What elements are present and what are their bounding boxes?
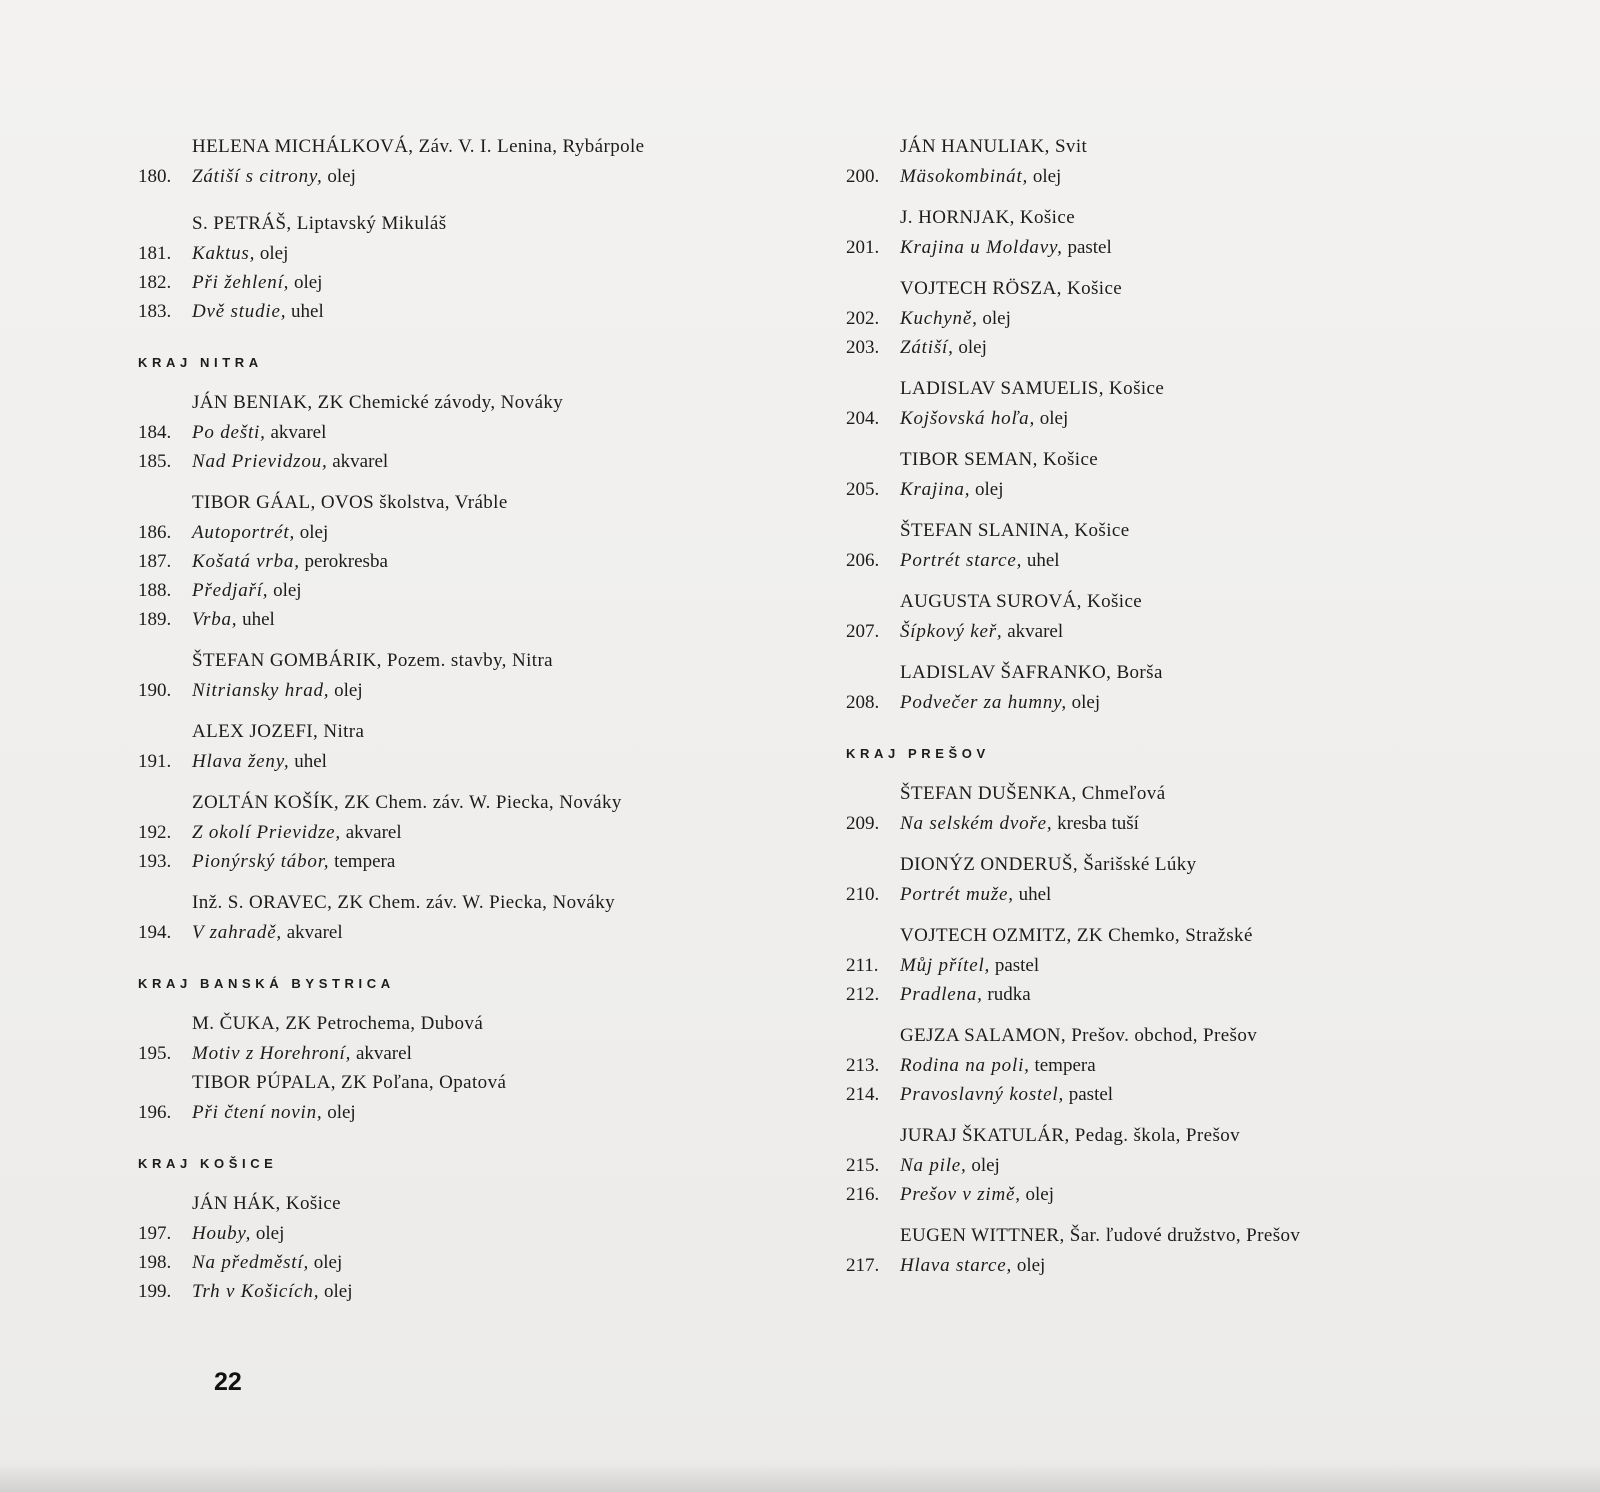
artwork-entry [846,162,1486,191]
artwork-entry [138,447,778,476]
artwork-number: 213. [846,1055,880,1076]
artwork-number: 185. [138,451,172,472]
artwork-entry [138,518,778,547]
artwork-number: 194. [138,922,172,943]
artwork-medium: uhel [242,609,275,630]
artwork-title: Hlava ženy, [192,751,290,772]
artist-name: JÁN HANULIAK, Svit [900,136,1088,157]
artwork-entry [138,847,778,876]
artwork-title: Krajina u Moldavy, [900,237,1063,258]
artist-name: TIBOR PÚPALA, ZK Poľana, Opatová [192,1072,507,1093]
artwork-medium: uhel [294,751,327,772]
artwork-medium: olej [975,479,1004,500]
artist-name: JURAJ ŠKATULÁR, Pedag. škola, Prešov [900,1125,1241,1146]
artwork-title: Pradlena, [900,984,983,1005]
artwork-medium: olej [299,522,329,543]
artwork-title: Zátiší s citrony, [192,166,323,187]
artwork-medium: perokresba [304,551,388,572]
artwork-entry [846,1251,1486,1280]
artwork-number: 183. [138,301,172,322]
artwork-entry [846,333,1486,362]
artist-name: TIBOR GÁAL, OVOS školstva, Vráble [192,492,508,513]
artwork-number: 206. [846,550,880,571]
artwork-number: 190. [138,680,172,701]
artist-name: TIBOR SEMAN, Košice [900,449,1099,470]
artwork-title: Při žehlení, [192,272,290,293]
region-heading-nitra: KRAJ NITRA [138,355,263,370]
artwork-number: 204. [846,408,880,429]
artwork-number: 211. [846,955,879,976]
artwork-title: Portrét muže, [900,884,1014,905]
artwork-title: Předjaří, [192,580,269,601]
artwork-number: 202. [846,308,880,329]
artwork-number: 217. [846,1255,880,1276]
artwork-medium: olej [273,580,302,601]
artwork-medium: olej [327,166,356,187]
artwork-medium: rudka [987,984,1031,1005]
artwork-number: 198. [138,1252,172,1273]
artist-name: EUGEN WITTNER, Šar. ľudové družstvo, Prešov [900,1225,1301,1246]
artwork-entry [846,951,1486,980]
artist-name: LADISLAV ŠAFRANKO, Borša [900,662,1163,683]
artwork-medium: akvarel [355,1043,412,1064]
artist-name: DIONÝZ ONDERUŠ, Šarišské Lúky [900,854,1197,875]
artwork-title: Motiv z Horehroní, [192,1043,352,1064]
artwork-number: 201. [846,237,880,258]
artwork-entry [138,818,778,847]
artwork-medium: olej [293,272,323,293]
artwork-entry [846,404,1486,433]
artwork-entry [138,605,778,634]
page-number: 22 [214,1368,242,1396]
artwork-number: 207. [846,621,880,642]
artwork-entry [846,880,1486,909]
artwork-number: 181. [138,243,172,264]
artwork-entry [138,239,778,268]
artwork-title: Portrét starce, [900,550,1023,571]
region-heading-presov: KRAJ PREŠOV [846,746,990,761]
artwork-medium: uhel [1018,884,1052,905]
artwork-title: Prešov v zimě, [900,1184,1021,1205]
artwork-number: 215. [846,1155,880,1176]
artwork-entry [846,475,1486,504]
artwork-number: 187. [138,551,172,572]
artwork-number: 200. [846,166,880,187]
artwork-medium: uhel [291,301,324,322]
artwork-entry [846,304,1486,333]
artwork-medium: olej [1032,166,1062,187]
artwork-entry [138,162,778,191]
artwork-entry [846,980,1486,1009]
artwork-title: Pionýrský tábor, [192,851,330,872]
artwork-number: 205. [846,479,880,500]
page-bottom-edge [0,1462,1600,1492]
artwork-title: Na selském dvoře, [900,813,1053,834]
artwork-medium: olej [1016,1255,1046,1276]
artwork-title: Kaktus, [192,243,256,264]
artist-name: JÁN HÁK, Košice [192,1193,342,1214]
artwork-medium: akvarel [332,451,389,472]
artwork-title: Při čtení novin, [192,1102,323,1123]
artwork-title: Mäsokombinát, [900,166,1029,187]
artwork-entry [138,1039,778,1068]
artwork-entry [846,546,1486,575]
artwork-number: 184. [138,422,172,443]
artwork-medium: tempera [334,851,396,872]
artwork-title: Hlava starce, [900,1255,1013,1276]
artist-name: VOJTECH OZMITZ, ZK Chemko, Stražské [900,925,1253,946]
artwork-medium: olej [1071,692,1101,713]
artwork-number: 180. [138,166,172,187]
artist-name: GEJZA SALAMON, Prešov. obchod, Prešov [900,1025,1258,1046]
artwork-medium: olej [327,1102,356,1123]
artwork-title: Houby, [192,1223,252,1244]
artist-name: ŠTEFAN GOMBÁRIK, Pozem. stavby, Nitra [192,650,554,671]
artwork-entry [138,676,778,705]
artist-name: LADISLAV SAMUELIS, Košice [900,378,1165,399]
artist-name: M. ČUKA, ZK Petrochema, Dubová [192,1013,484,1034]
artwork-title: Po dešti, [192,422,266,443]
artwork-title: Pravoslavný kostel, [900,1084,1064,1105]
artwork-medium: olej [324,1281,353,1302]
artwork-title: Na pile, [900,1155,967,1176]
artwork-title: Vrba, [192,609,238,630]
artist-name: Inž. S. ORAVEC, ZK Chem. záv. W. Piecka, Nováky [192,892,616,913]
artwork-medium: pastel [1067,237,1112,258]
artwork-title: Šípkový keř, [900,621,1003,642]
left-column [138,132,778,1306]
artwork-medium: akvarel [286,922,343,943]
artwork-entry [138,576,778,605]
artwork-title: Na předměstí, [192,1252,310,1273]
artwork-number: 216. [846,1184,880,1205]
region-heading-banska-bystrica: KRAJ BANSKÁ BYSTRICA [138,976,395,991]
artwork-number: 193. [138,851,172,872]
artwork-medium: olej [259,243,289,264]
artwork-number: 203. [846,337,880,358]
artwork-entry [138,747,778,776]
artwork-title: Nitriansky hrad, [192,680,330,701]
artwork-medium: olej [255,1223,285,1244]
artwork-medium: olej [971,1155,1000,1176]
artwork-number: 186. [138,522,172,543]
artwork-title: Krajina, [900,479,971,500]
artwork-entry [846,688,1486,717]
artwork-entry [138,268,778,297]
artwork-medium: akvarel [1007,621,1064,642]
artwork-title: Z okolí Prievidze, [192,822,341,843]
artwork-number: 197. [138,1223,172,1244]
artwork-title: Zátiší, [900,337,954,358]
artwork-medium: olej [982,308,1011,329]
region-heading-kosice: KRAJ KOŠICE [138,1156,278,1171]
artwork-medium: olej [334,680,363,701]
artwork-entry [846,1151,1486,1180]
artwork-entry [138,1248,778,1277]
artist-name: ALEX JOZEFI, Nitra [192,721,365,742]
artwork-number: 210. [846,884,880,905]
artwork-title: Kuchyně, [900,308,978,329]
artwork-medium: akvarel [345,822,402,843]
artwork-title: Podvečer za humny, [900,692,1067,713]
right-column [846,132,1486,1280]
artwork-medium: olej [1025,1184,1055,1205]
artwork-entry [138,918,778,947]
artist-name: ŠTEFAN DUŠENKA, Chmeľová [900,783,1166,804]
artwork-entry [138,418,778,447]
artwork-entry [138,1277,778,1306]
artwork-medium: olej [1039,408,1069,429]
artwork-title: Nad Prievidzou, [192,451,328,472]
artist-name: HELENA MICHÁLKOVÁ, Záv. V. I. Lenina, Rybárpole [192,136,645,157]
artwork-entry [846,617,1486,646]
artwork-medium: pastel [1068,1084,1114,1105]
artwork-title: Rodina na poli, [900,1055,1030,1076]
artwork-entry [138,547,778,576]
artist-name: VOJTECH RÖSZA, Košice [900,278,1123,299]
artwork-medium: tempera [1034,1055,1096,1076]
artist-name: JÁN BENIAK, ZK Chemické závody, Nováky [192,392,564,413]
artwork-medium: pastel [994,955,1040,976]
artwork-title: Kojšovská hoľa, [900,408,1036,429]
artwork-title: Můj přítel, [900,955,991,976]
artist-name: ŠTEFAN SLANINA, Košice [900,520,1130,541]
artwork-medium: olej [313,1252,343,1273]
artist-name: S. PETRÁŠ, Liptavský Mikuláš [192,213,447,234]
artwork-number: 189. [138,609,172,630]
artwork-title: Trh v Košicích, [192,1281,320,1302]
artwork-number: 191. [138,751,172,772]
artwork-number: 199. [138,1281,172,1302]
artwork-medium: akvarel [270,422,327,443]
artwork-number: 212. [846,984,880,1005]
artwork-medium: olej [958,337,987,358]
artwork-entry [846,1080,1486,1109]
artwork-number: 192. [138,822,172,843]
artwork-title: Autoportrét, [192,522,296,543]
artwork-number: 209. [846,813,880,834]
artist-name: J. HORNJAK, Košice [900,207,1076,228]
artwork-number: 214. [846,1084,880,1105]
artwork-entry [846,233,1486,262]
artwork-number: 195. [138,1043,172,1064]
artwork-entry [846,1180,1486,1209]
artist-name: ZOLTÁN KOŠÍK, ZK Chem. záv. W. Piecka, Nováky [192,792,622,813]
artwork-title: Košatá vrba, [192,551,300,572]
artwork-entry [846,809,1486,838]
artwork-title: Dvě studie, [192,301,287,322]
artwork-medium: kresba tuší [1057,813,1139,834]
artwork-number: 208. [846,692,880,713]
artwork-entry [138,1098,778,1127]
artwork-number: 182. [138,272,172,293]
artwork-title: V zahradě, [192,922,282,943]
artwork-number: 196. [138,1102,172,1123]
artwork-number: 188. [138,580,172,601]
artist-name: AUGUSTA SUROVÁ, Košice [900,591,1143,612]
artwork-medium: uhel [1026,550,1060,571]
artwork-entry [138,297,778,326]
artwork-entry [138,1219,778,1248]
artwork-entry [846,1051,1486,1080]
